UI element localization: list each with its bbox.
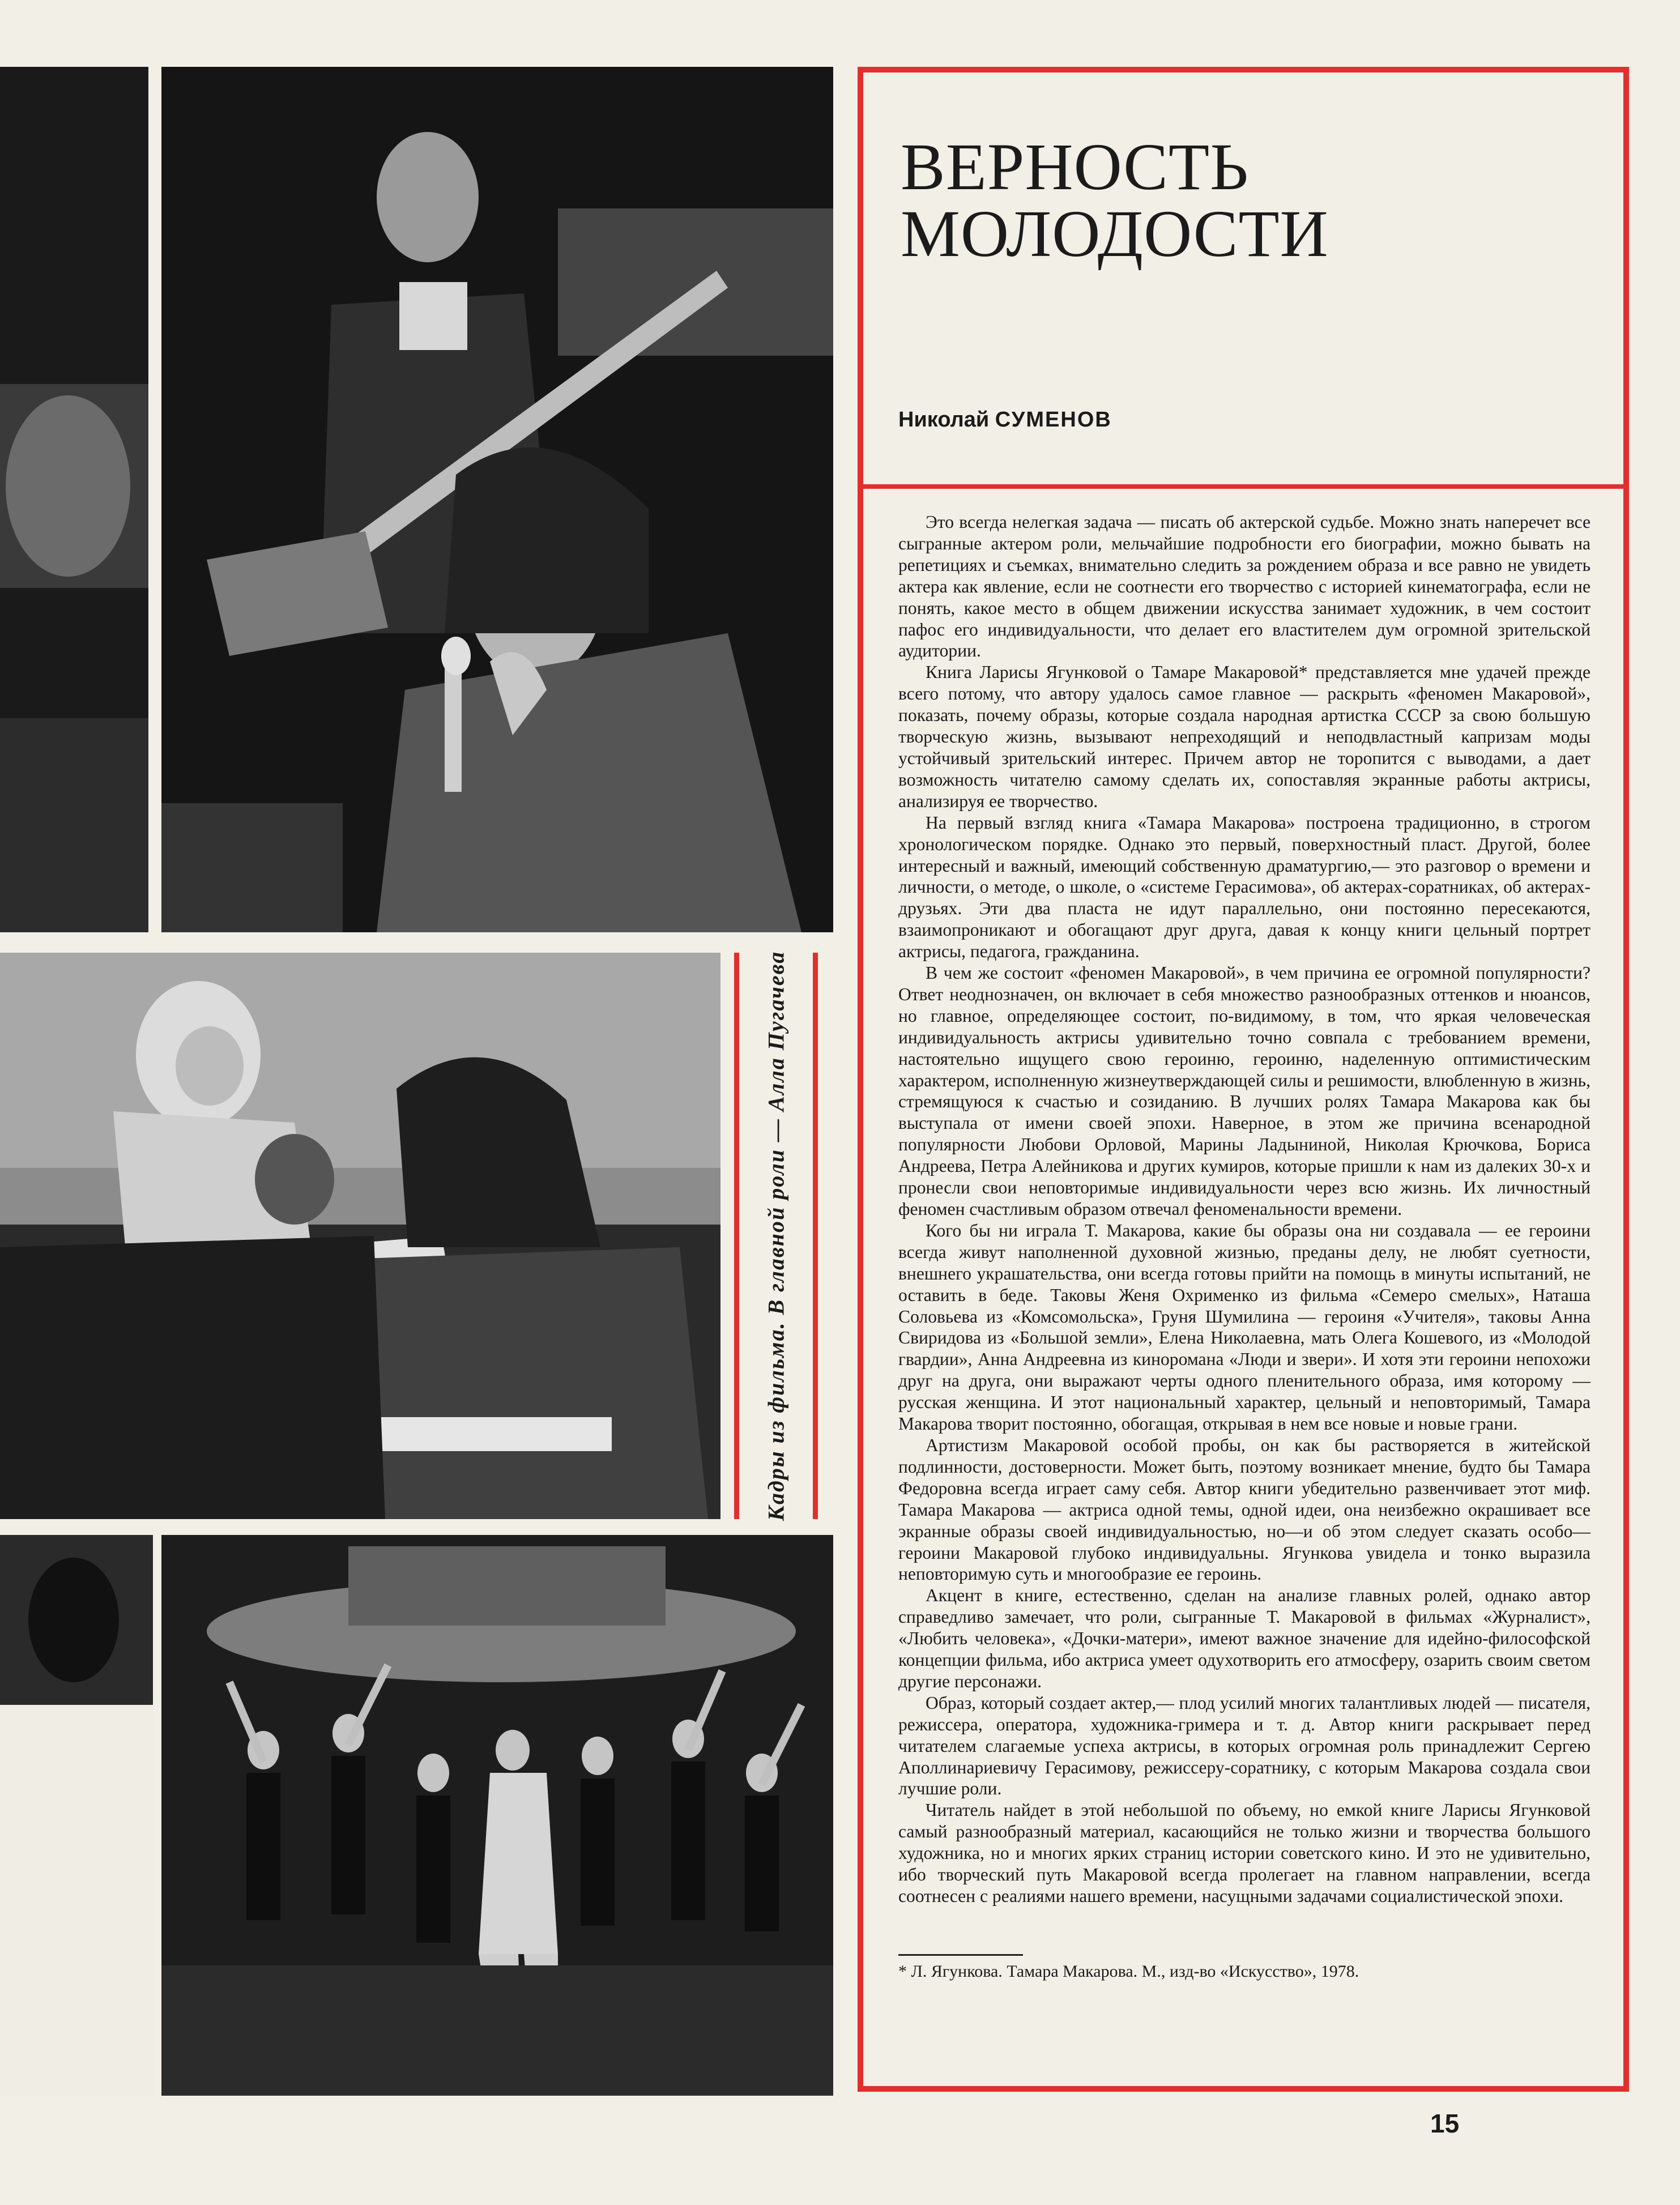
article-body xyxy=(898,511,1591,1907)
header-divider xyxy=(863,484,1623,489)
caption-red-rule-left xyxy=(734,953,739,1519)
photo-concert-left xyxy=(0,67,148,932)
paragraph: Это всегда нелегкая задача — писать об актерской судьбе. Можно знать наперечет все сыгранные актером роли, мельчайшие подробности его биографии, можно бывать на репетициях и съемках, внимательно следить за рождением образа и все равно не увидеть актера как явление, если не соотнести его творчество с историей кинематографа, если не понять, какое место в общем движении искусства занимает художник, в чем состоит пафос его индивидуальности, что делает его властителем дум огромной зрительской аудитории. xyxy=(898,512,1591,661)
footnote-rule xyxy=(898,1954,1023,1956)
author-last-name: СУМЕНОВ xyxy=(995,408,1112,432)
footnote: * Л. Ягункова. Тамара Макарова. М., изд-во «Искусство», 1978. xyxy=(898,1962,1359,1981)
photo-dancers-stage xyxy=(161,1535,833,2096)
page-number: 15 xyxy=(1430,2109,1460,2138)
photo-piano-scene xyxy=(0,953,720,1519)
paragraph: Кого бы ни играла Т. Макарова, какие бы образы она ни создавала — ее героини всегда живут наполненной духовной жизнью, преданы делу, не любят суетности, внешнего украшательства, они всегда готовы прийти на помощь в минуты испытаний, не оставить в беде. Таковы Женя Охрименко из фильма «Семеро смелых», Наташа Соловьева из «Комсомольска», Груня Шумилина — героиня «Учителя», таковы Анна Свиридова из «Большой земли», Елена Николаевна, мать Олега Кошевого, из «Молодой гвардии», Анна Андреевна из кинороманa «Люди и звери». И хотя эти героини непохожи друг на друга, они выражают черты одного пленительного образа, имя которому — русская женщина. И этот национальный характер, цельный и неповторимый, Тамара Макарова творит постоянно, обогащая, открывая в нем все новые и новые грани. xyxy=(898,1220,1591,1434)
paragraph: Артистизм Макаровой особой пробы, он как бы растворяется в житейской подлинности, достоверности. Может быть, поэтому возникает мнение, будто бы Тамара Федоровна всегда играет саму себя. Автор книги убедительно развенчивает этот миф. Тамара Макарова — актриса одной темы, одной идеи, она неизбежно окрашивает все экранные образы своей индивидуальностью, но—и об этом следует сказать особо—героини Макаровой глубоко индивидуальны. Ягункова увидела и тонко выразила неповторимую суть и многообразие ее героинь. xyxy=(898,1435,1591,1584)
author-first-name: Николай xyxy=(898,408,990,432)
photo-concert-guitar-singer xyxy=(161,67,833,932)
title-line-2: МОЛОДОСТИ xyxy=(901,197,1329,271)
article-title xyxy=(901,130,1329,271)
paragraph: Читатель найдет в этой небольшой по объему, но емкой книге Ларисы Ягунковой самый разнообразный материал, касающийся не только жизни и творчества большого художника, но и многих ярких страниц истории советского кино. И это не удивительно, ибо творческий путь Макаровой всегда пролегает на главном направлении, всегда соотнесен с реалиями нашего времени, насущными задачами социалистической эпохи. xyxy=(898,1800,1591,1906)
article-author xyxy=(898,408,1112,432)
article-frame xyxy=(858,67,1629,2092)
caption-red-rule-right xyxy=(813,953,818,1519)
title-line-1: ВЕРНОСТЬ xyxy=(901,130,1249,204)
paragraph: В чем же состоит «феномен Макаровой», в чем причина ее огромной популярности? Ответ неоднозначен, он включает в себя множество разнообразных оттенков и нюансов, но главное, определяющее состоит, по-видимому, в том, что яркая человеческая индивидуальность актрисы удивительно точно совпала с требованием времени, настоятельно ищущего свою героиню, героиню, наделенную оптимистическим характером, исполненную жизнеутверждающей силы и решимости, влюбленную в жизнь, стремящуюся к счастью и созиданию. В лучших ролях Тамара Макарова как бы выступала от имени своей эпохи. Наверное, в этом же причина всенародной популярности Любови Орловой, Марины Ладыниной, Николая Крючкова, Бориса Андреева, Петра Алейникова и других кумиров, которые пришли к нам из далеких 30-х и пронесли свои неповторимые индивидуальности через всю жизнь. Их личностный феномен счастливым образом отвечал феноменальности времени. xyxy=(898,963,1591,1219)
paragraph: Книга Ларисы Ягунковой о Тамаре Макаровой* представляется мне удачей прежде всего потому, что автору удалось самое главное — раскрыть «феномен Макаровой», показать, почему образы, которые создала народная артистка СССР за свою большую творческую жизнь, вызывают непреходящий и неподвластный капризам моды устойчивый зрительский интерес. Причем автор не торопится с выводами, а дает возможность читателю самому сделать их, сопоставляя экранные работы актрисы, анализируя ее творчество. xyxy=(898,662,1591,811)
paragraph: Акцент в книге, естественно, сделан на анализе главных ролей, однако автор справедливо замечает, что роли, сыгранные Т. Макаровой в фильмах «Журналист», «Любить человека», «Дочки-матери», имеют важное значение для идейно-философской концепции фильма, ибо актриса умеет одухотворить его атмосферу, озарить своим светом другие персонажи. xyxy=(898,1585,1591,1691)
caption-text: Кадры из фильма. В главной роли — Алла Пугачева xyxy=(763,950,789,1521)
photo-caption xyxy=(731,950,821,1521)
paragraph: На первый взгляд книга «Тамара Макарова» построена традиционно, в строгом хронологическом порядке. Однако это первый, поверхностный пласт. Другой, более интересный и важный, имеющий собственную драматургию,— это разговор о времени и личности, о методе, о школе, о «системе Герасимова», об актерах-соратниках, об актерах-друзьях. Эти два пласта не идут параллельно, они постоянно пересекаются, взаимопроникают и обогащают друг друга, давая к концу книги цельный портрет актрисы, педагога, гражданина. xyxy=(898,812,1591,962)
photo-dancers-left xyxy=(0,1535,153,2096)
paragraph: Образ, который создает актер,— плод усилий многих талантливых людей — писателя, режиссера, оператора, художника-гримера и т. д. Автор книги раскрывает перед читателем слагаемые успеха актрисы, в которых огромная роль принадлежит Сергею Аполлинариевичу Герасимову, режиссеру-соратнику, с которым Макарова создала свои лучшие роли. xyxy=(898,1692,1591,1799)
